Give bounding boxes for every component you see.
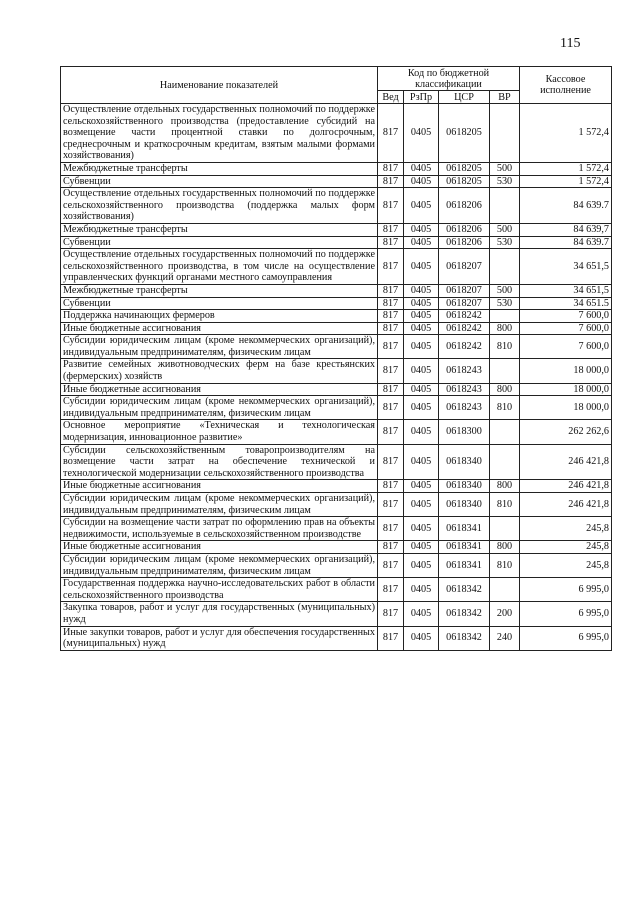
table-row — [61, 236, 612, 249]
table-body — [61, 104, 612, 651]
row-rzpr: 0405 — [404, 175, 439, 188]
row-ved: 817 — [378, 297, 404, 310]
row-ved: 817 — [378, 335, 404, 359]
row-amount: 246 421,8 — [520, 444, 612, 480]
row-ved: 817 — [378, 383, 404, 396]
row-vr: 500 — [490, 162, 520, 175]
row-amount: 6 995,0 — [520, 578, 612, 602]
row-ved: 817 — [378, 396, 404, 420]
row-vr: 800 — [490, 383, 520, 396]
table-row — [61, 335, 612, 359]
row-amount: 1 572,4 — [520, 162, 612, 175]
row-name: Субсидии на возмещение части затрат по оформлению прав на объекты недвижимости, используемые в сельскохозяйственном производстве — [61, 517, 378, 541]
row-rzpr: 0405 — [404, 493, 439, 517]
row-rzpr: 0405 — [404, 297, 439, 310]
row-rzpr: 0405 — [404, 602, 439, 626]
row-vr: 200 — [490, 602, 520, 626]
row-ved: 817 — [378, 541, 404, 554]
row-name: Поддержка начинающих фермеров — [61, 310, 378, 323]
row-rzpr: 0405 — [404, 383, 439, 396]
row-vr: 530 — [490, 236, 520, 249]
row-rzpr: 0405 — [404, 249, 439, 285]
row-name: Субсидии юридическим лицам (кроме некоммерческих организаций), индивидуальным предпринимателям, физическим лицам — [61, 553, 378, 577]
row-name: Иные бюджетные ассигнования — [61, 322, 378, 335]
table-row — [61, 420, 612, 444]
header-name: Наименование показателей — [61, 67, 378, 104]
row-csr: 0618341 — [439, 517, 490, 541]
row-ved: 817 — [378, 578, 404, 602]
row-vr: 810 — [490, 553, 520, 577]
row-name: Субвенции — [61, 236, 378, 249]
table-row — [61, 626, 612, 650]
row-csr: 0618341 — [439, 553, 490, 577]
row-rzpr: 0405 — [404, 553, 439, 577]
row-amount: 18 000,0 — [520, 359, 612, 383]
row-vr — [490, 249, 520, 285]
row-ved: 817 — [378, 249, 404, 285]
row-amount: 34 651,5 — [520, 249, 612, 285]
row-amount: 262 262,6 — [520, 420, 612, 444]
row-ved: 817 — [378, 310, 404, 323]
row-amount: 7 600,0 — [520, 322, 612, 335]
row-rzpr: 0405 — [404, 480, 439, 493]
row-rzpr: 0405 — [404, 188, 439, 224]
row-ved: 817 — [378, 359, 404, 383]
row-csr: 0618340 — [439, 493, 490, 517]
row-ved: 817 — [378, 175, 404, 188]
table-row — [61, 553, 612, 577]
row-ved: 817 — [378, 322, 404, 335]
row-ved: 817 — [378, 236, 404, 249]
row-rzpr: 0405 — [404, 162, 439, 175]
row-csr: 0618242 — [439, 322, 490, 335]
header-code-group: Код по бюджетной классификации — [378, 67, 520, 91]
header-ved: Вед — [378, 91, 404, 104]
row-rzpr: 0405 — [404, 236, 439, 249]
row-name: Иные бюджетные ассигнования — [61, 541, 378, 554]
row-name: Закупка товаров, работ и услуг для государственных (муниципальных) нужд — [61, 602, 378, 626]
row-rzpr: 0405 — [404, 322, 439, 335]
row-name: Развитие семейных животноводческих ферм на базе крестьянских (фермерских) хозяйств — [61, 359, 378, 383]
table-row — [61, 310, 612, 323]
row-vr — [490, 444, 520, 480]
row-rzpr: 0405 — [404, 223, 439, 236]
row-vr: 500 — [490, 284, 520, 297]
table-row — [61, 104, 612, 163]
row-vr — [490, 188, 520, 224]
row-vr — [490, 310, 520, 323]
header-amount: Кассовое исполнение — [520, 67, 612, 104]
table-row — [61, 162, 612, 175]
row-name: Иные бюджетные ассигнования — [61, 383, 378, 396]
row-name: Иные закупки товаров, работ и услуг для обеспечения государственных (муниципальных) нужд — [61, 626, 378, 650]
row-rzpr: 0405 — [404, 444, 439, 480]
table-row — [61, 383, 612, 396]
row-name: Субсидии юридическим лицам (кроме некоммерческих организаций), индивидуальным предпринимателям, физическим лицам — [61, 396, 378, 420]
row-csr: 0618242 — [439, 310, 490, 323]
row-amount: 1 572,4 — [520, 104, 612, 163]
table-row — [61, 444, 612, 480]
row-csr: 0618207 — [439, 249, 490, 285]
row-csr: 0618243 — [439, 359, 490, 383]
row-csr: 0618205 — [439, 104, 490, 163]
row-name: Субсидии юридическим лицам (кроме некоммерческих организаций), индивидуальным предпринимателям, физическим лицам — [61, 493, 378, 517]
row-ved: 817 — [378, 480, 404, 493]
row-amount: 246 421,8 — [520, 493, 612, 517]
row-vr: 810 — [490, 396, 520, 420]
row-amount: 7 600,0 — [520, 310, 612, 323]
row-vr: 800 — [490, 541, 520, 554]
row-ved: 817 — [378, 104, 404, 163]
row-ved: 817 — [378, 223, 404, 236]
row-rzpr: 0405 — [404, 104, 439, 163]
row-vr: 810 — [490, 335, 520, 359]
table-row — [61, 322, 612, 335]
row-amount: 84 639.7 — [520, 236, 612, 249]
row-amount: 84 639,7 — [520, 223, 612, 236]
row-name: Государственная поддержка научно-исследовательских работ в области сельскохозяйственного производства — [61, 578, 378, 602]
row-ved: 817 — [378, 420, 404, 444]
table-row — [61, 359, 612, 383]
row-amount: 34 651.5 — [520, 297, 612, 310]
row-name: Осуществление отдельных государственных полномочий по поддержке сельскохозяйственного производства (предоставление субсидий на возмещение части процентной ставки по долгосрочным, среднесрочным и краткосрочным кредитам, взятым малыми формами хозяйствования) — [61, 104, 378, 163]
row-name: Субсидии сельскохозяйственным товаропроизводителям на возмещение части затрат на обеспечение технической и технологической модернизации сельскохозяйственного производства — [61, 444, 378, 480]
table-header — [61, 67, 612, 104]
row-ved: 817 — [378, 162, 404, 175]
row-amount: 7 600,0 — [520, 335, 612, 359]
row-amount: 84 639.7 — [520, 188, 612, 224]
row-ved: 817 — [378, 553, 404, 577]
row-vr — [490, 359, 520, 383]
row-vr: 800 — [490, 480, 520, 493]
row-name: Осуществление отдельных государственных полномочий по поддержке сельскохозяйственного производства (поддержка малых форм хозяйствования) — [61, 188, 378, 224]
table-row — [61, 602, 612, 626]
row-amount: 1 572,4 — [520, 175, 612, 188]
row-vr — [490, 578, 520, 602]
row-vr: 800 — [490, 322, 520, 335]
row-amount: 6 995,0 — [520, 602, 612, 626]
table-row — [61, 578, 612, 602]
row-rzpr: 0405 — [404, 517, 439, 541]
row-amount: 6 995,0 — [520, 626, 612, 650]
row-csr: 0618206 — [439, 223, 490, 236]
row-rzpr: 0405 — [404, 359, 439, 383]
row-csr: 0618342 — [439, 602, 490, 626]
table-row — [61, 396, 612, 420]
row-amount: 245,8 — [520, 517, 612, 541]
row-name: Осуществление отдельных государственных полномочий по поддержке сельскохозяйственного производства, в том числе на осуществление управленческих функций органами местного самоуправления — [61, 249, 378, 285]
row-ved: 817 — [378, 493, 404, 517]
page-number: 115 — [560, 36, 581, 51]
row-name: Межбюджетные трансферты — [61, 223, 378, 236]
row-vr: 810 — [490, 493, 520, 517]
row-name: Субвенции — [61, 175, 378, 188]
row-rzpr: 0405 — [404, 420, 439, 444]
row-csr: 0618243 — [439, 396, 490, 420]
row-vr — [490, 420, 520, 444]
row-rzpr: 0405 — [404, 284, 439, 297]
row-rzpr: 0405 — [404, 396, 439, 420]
row-csr: 0618300 — [439, 420, 490, 444]
row-vr — [490, 104, 520, 163]
row-rzpr: 0405 — [404, 541, 439, 554]
table-row — [61, 249, 612, 285]
row-amount: 245,8 — [520, 541, 612, 554]
row-amount: 34 651,5 — [520, 284, 612, 297]
row-vr: 500 — [490, 223, 520, 236]
row-vr: 530 — [490, 297, 520, 310]
row-name: Субвенции — [61, 297, 378, 310]
row-rzpr: 0405 — [404, 626, 439, 650]
row-csr: 0618243 — [439, 383, 490, 396]
row-rzpr: 0405 — [404, 310, 439, 323]
row-csr: 0618340 — [439, 444, 490, 480]
table-row — [61, 541, 612, 554]
row-vr: 240 — [490, 626, 520, 650]
header-rzpr: РзПр — [404, 91, 439, 104]
row-name: Иные бюджетные ассигнования — [61, 480, 378, 493]
row-name: Межбюджетные трансферты — [61, 162, 378, 175]
row-rzpr: 0405 — [404, 335, 439, 359]
table-row — [61, 284, 612, 297]
row-ved: 817 — [378, 284, 404, 297]
row-rzpr: 0405 — [404, 578, 439, 602]
row-vr: 530 — [490, 175, 520, 188]
row-ved: 817 — [378, 602, 404, 626]
table-row — [61, 188, 612, 224]
row-name: Основное мероприятие «Техническая и технологическая модернизация, инновационное развитие» — [61, 420, 378, 444]
row-name: Субсидии юридическим лицам (кроме некоммерческих организаций), индивидуальным предпринимателям, физическим лицам — [61, 335, 378, 359]
header-vr: ВР — [490, 91, 520, 104]
row-csr: 0618206 — [439, 236, 490, 249]
row-amount: 245,8 — [520, 553, 612, 577]
table-row — [61, 175, 612, 188]
row-csr: 0618242 — [439, 335, 490, 359]
table-row — [61, 493, 612, 517]
table-row — [61, 223, 612, 236]
table-row — [61, 297, 612, 310]
row-ved: 817 — [378, 188, 404, 224]
row-csr: 0618342 — [439, 626, 490, 650]
row-csr: 0618342 — [439, 578, 490, 602]
row-csr: 0618206 — [439, 188, 490, 224]
row-csr: 0618205 — [439, 162, 490, 175]
row-csr: 0618207 — [439, 284, 490, 297]
row-name: Межбюджетные трансферты — [61, 284, 378, 297]
table-row — [61, 480, 612, 493]
row-csr: 0618341 — [439, 541, 490, 554]
row-ved: 817 — [378, 444, 404, 480]
row-csr: 0618205 — [439, 175, 490, 188]
row-csr: 0618340 — [439, 480, 490, 493]
row-amount: 246 421,8 — [520, 480, 612, 493]
row-csr: 0618207 — [439, 297, 490, 310]
header-csr: ЦСР — [439, 91, 490, 104]
row-ved: 817 — [378, 626, 404, 650]
budget-table — [60, 66, 612, 651]
row-amount: 18 000,0 — [520, 383, 612, 396]
table-row — [61, 517, 612, 541]
row-amount: 18 000,0 — [520, 396, 612, 420]
row-vr — [490, 517, 520, 541]
row-ved: 817 — [378, 517, 404, 541]
